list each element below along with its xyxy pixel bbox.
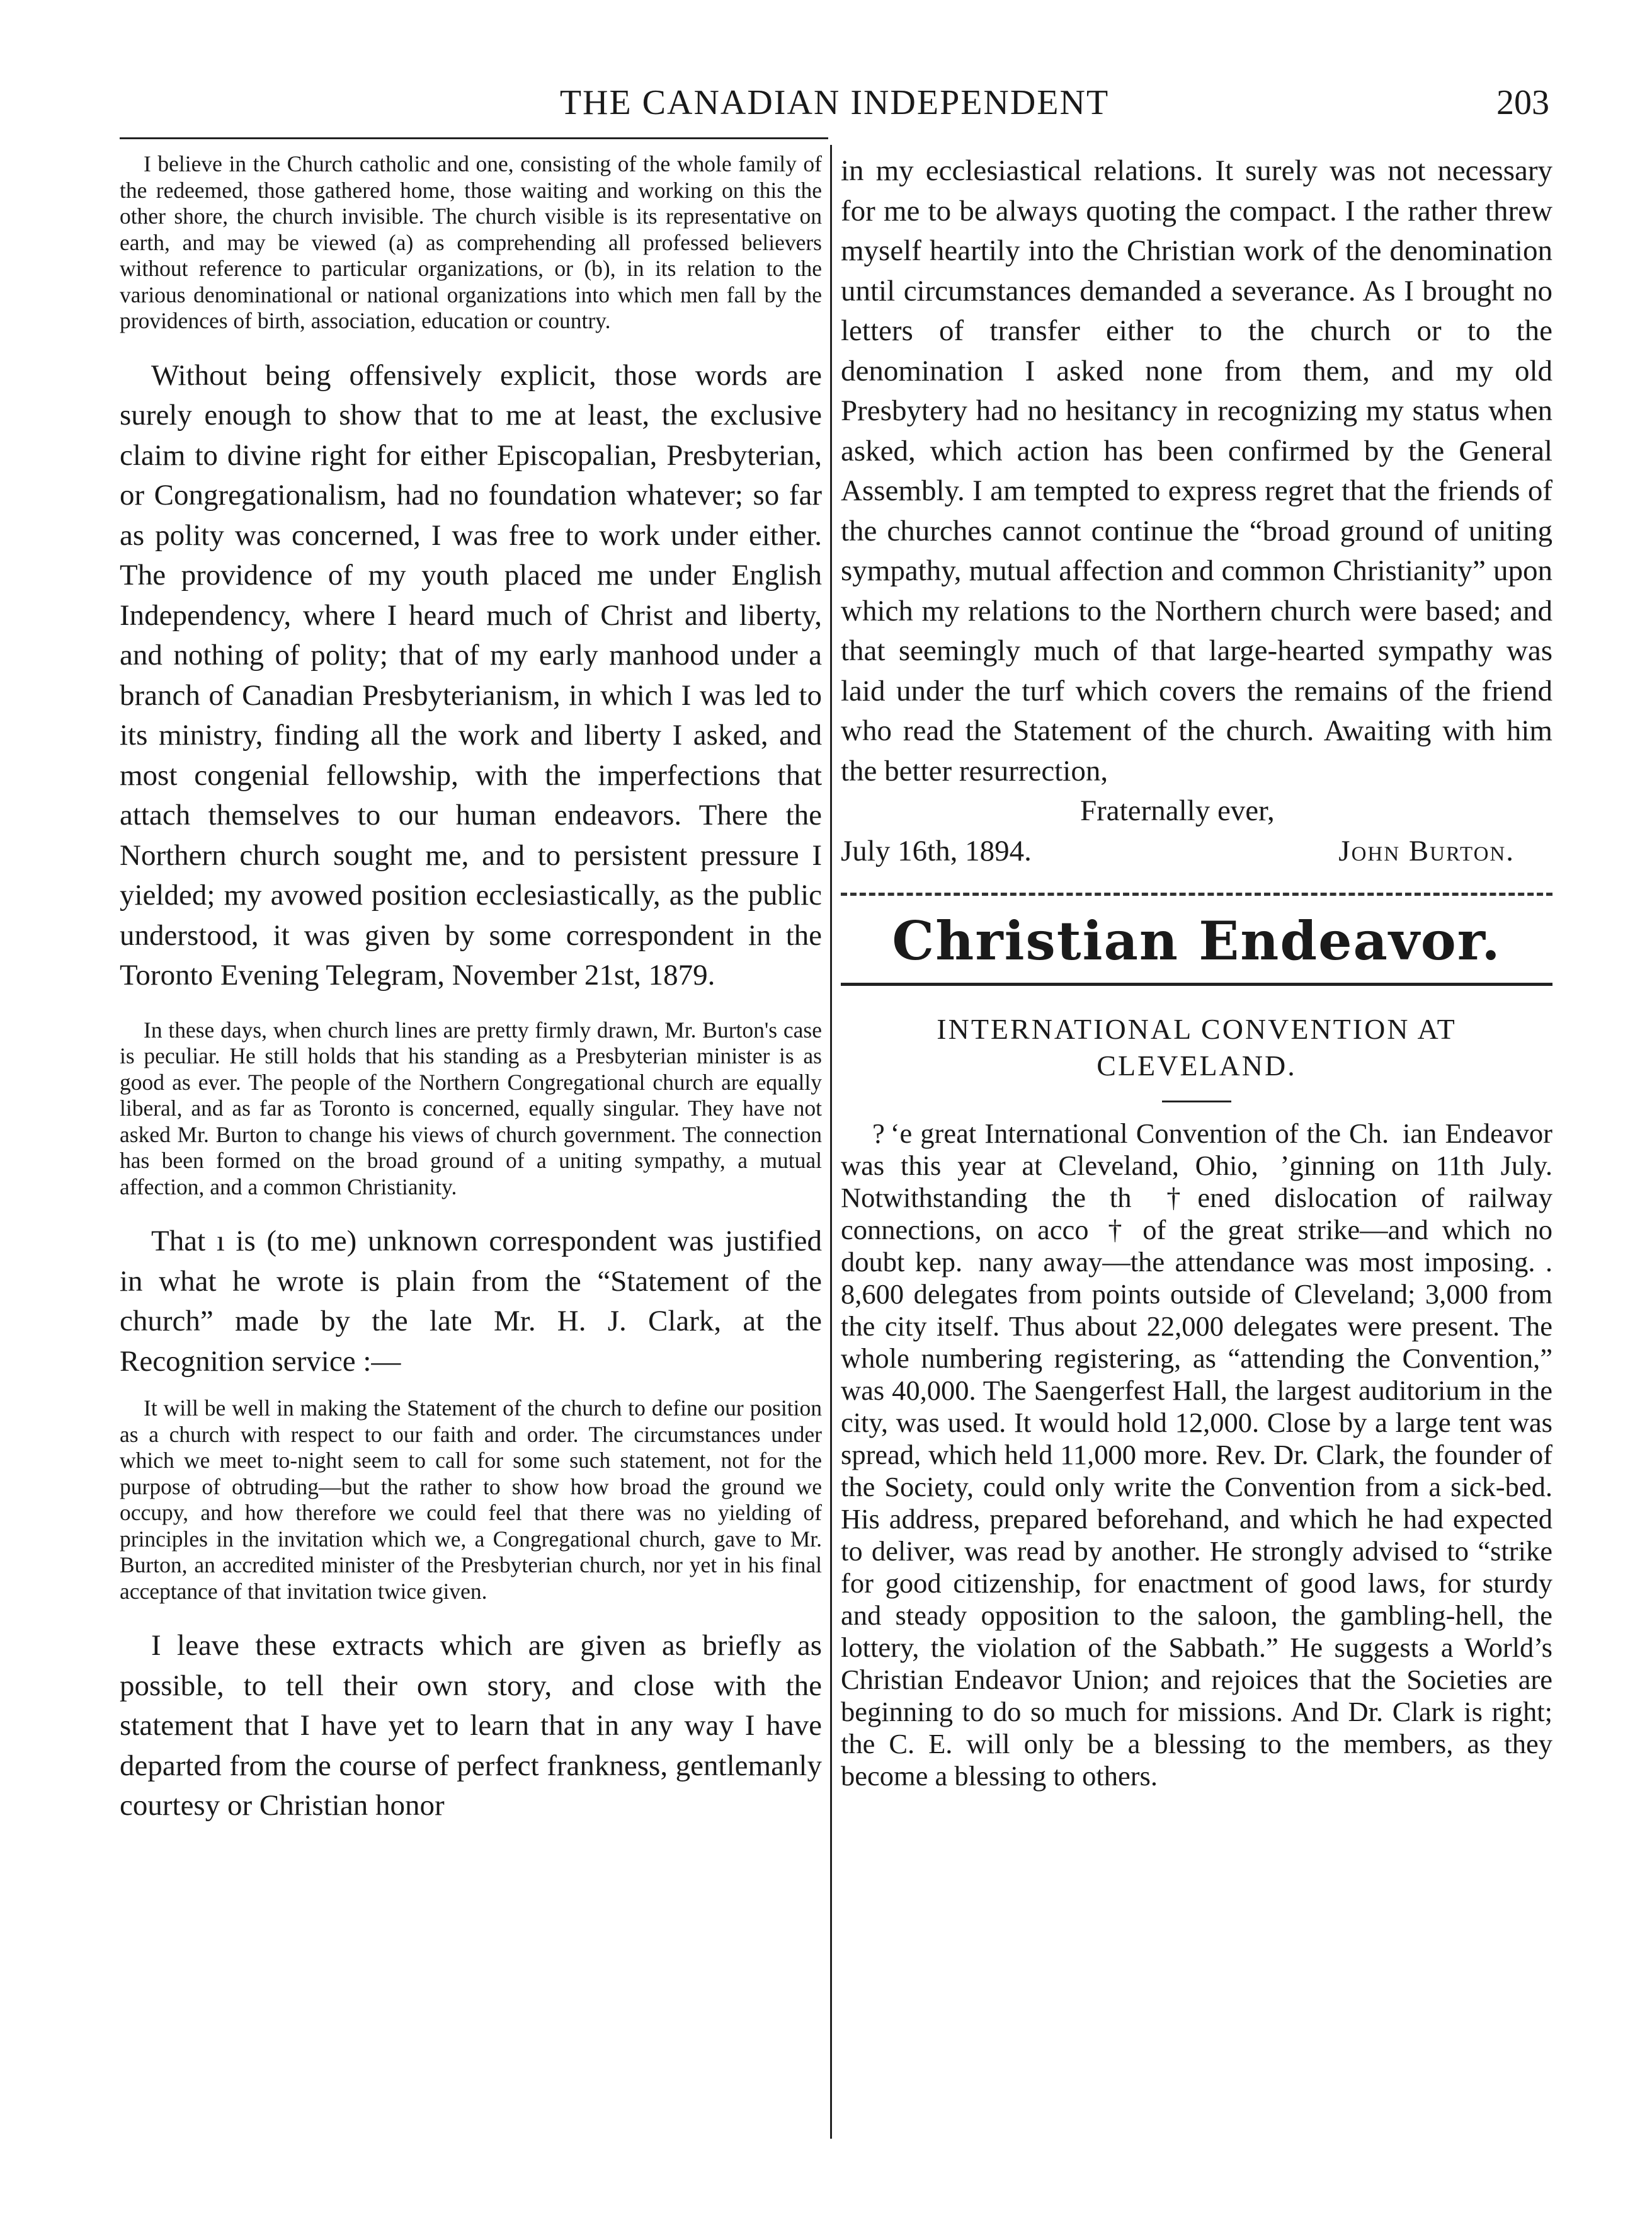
paragraph-continuation: in my ecclesiastical relations. It surely was not necessary for me to be always quoting the compact. I the rather threw myself heartily into the Christian work of the denomination until circumstances demanded a severance. As I brought no letters of transfer either to the church or to the denomination I asked none from them, and my old Presbytery had no hesitancy in recognizing my status when asked, which action has been confirmed by the General Assembly. I am tempted to express regret that the friends of the churches cannot continue the “broad ground of uniting sympathy, mutual affection and common Christianity” upon which my relations to the Northern church were based; and that seemingly much of that large-hearted sympathy was laid under the turf which covers the remains of the friend who read the Statement of the church. Awaiting with him the better resurrection, (841, 154, 1552, 787)
letter-author: John Burton. (1338, 834, 1515, 867)
page-header (120, 79, 1549, 135)
subheading-rule (1162, 1101, 1231, 1102)
letter-date: July 16th, 1894. (841, 834, 1032, 867)
column-divider (830, 145, 832, 2139)
paragraph-closing: I leave these extracts which are given as briefly as possible, to tell their own story, and close with the statement that I have yet to learn that in any way I have departed from the course of perfect frankness, gentlemanly courtesy or Christian honor (120, 1629, 822, 1822)
page-number: 203 (1496, 83, 1549, 122)
paragraph-correspondent: That ı is (to me) unknown correspondent was justified in what he wrote is plain from the “Statement of the church” made by the late Mr. H. J. Clark, at the Recognition service :— (120, 1225, 822, 1378)
section-title: Christian Endeavor. (892, 910, 1501, 972)
quoted-statement: It will be well in making the Statement of the church to define our position as a church with respect to our faith and order. The circumstances under which we meet to-night seem to call for some such statement, not for the purpose of obtruding—but the rather to show how broad the ground we occupy, and how therefore we could feel that there was no yielding of principles in the invitation which we, a Congregational church, gave to Mr. Burton, an accredited minister of the Presbyterian church, nor yet in his final acceptance of that invitation twice given. (120, 1395, 822, 1604)
paragraph-convention: ? ʻe great International Convention of the Ch. ian Endeavor was this year at Cleveland, Ohio, ʼginning on 11th July. Notwithstanding the th †ened dislocation of railway connections, on acco † of the great strike—and which no doubt kep. nany away—the attendance was most imposing. . 8,600 delegates from points outside of Cleveland; 3,000 from the city itself. Thus about 22,000 delegates were present. The whole numbering registering, as “attending the Convention,” was 40,000. The Saengerfest Hall, the largest auditorium in the city, was used. It would hold 12,000. Close by a large tent was spread, which held 11,000 more. Rev. Dr. Clark, the founder of the Society, could only write the Convention from a sick-bed. His address, prepared beforehand, and which he had expected to deliver, was read by another. He strongly advised to “strike for good citizenship, for enactment of good laws, for sturdy and steady opposition to the saloon, the gambling-hell, the lottery, the violation of the Sabbath.” He suggests a World’s Christian Endeavor Union; and rejoices that the Societies are beginning to do so much for missions. And Dr. Clark is right; the C. E. will only be a blessing to the members, as they become a blessing to others. (841, 1118, 1552, 1792)
closing-salutation: Fraternally ever, (1080, 794, 1275, 827)
header-rule (120, 137, 828, 139)
section-dashed-rule (841, 893, 1552, 896)
section-rule (841, 983, 1552, 986)
quoted-creed: I believe in the Church catholic and one, consisting of the whole family of the redeemed, those gathered home, those waiting and working on this the other shore, the church invisible. The church visible is its representative on earth, and may be viewed (a) as comprehending all professed believers without reference to particular organizations, or (b), in its relation to the various denominational or national organizations into which men fall by the providences of birth, association, education or country. (120, 151, 822, 333)
paragraph-polity: Without being offensively explicit, those words are surely enough to show that to me at least, the exclusive claim to divine right for either Episcopalian, Presbyterian, or Congregationalism, had no foundation whatever; so far as polity was concerned, I was free to work under either. The providence of my youth placed me under English Independency, where I heard much of Christ and liberty, and nothing of polity; that of my early manhood under a branch of Canadian Presbyterianism, in which I was led to its ministry, finding all the work and liberty I asked, and most congenial fellowship, with the imperfections that attach themselves to our human endeavors. There the Northern church sought me, and to persistent pressure I yielded; my avowed position ecclesiastically, as the public understood, it was given by some correspondent in the Toronto Evening Telegram, November 21st, 1879. (120, 358, 822, 992)
article-subheading: INTERNATIONAL CONVENTION AT CLEVELAND. (937, 1013, 1457, 1082)
running-title: THE CANADIAN INDEPENDENT (559, 83, 1110, 122)
closing-line (841, 791, 1552, 832)
signature-line (841, 832, 1552, 872)
left-column (120, 151, 822, 1826)
quoted-telegram: In these days, when church lines are pretty firmly drawn, Mr. Burton's case is peculiar. He still holds that his standing as a Presbyterian minister is as good as ever. The people of the Northern Congregational church are equally liberal, and as far as Toronto is concerned, equally singular. They have not asked Mr. Burton to change his views of church government. The connection has been formed on the broad ground of a uniting sympathy, a mutual affection, and a common Christianity. (120, 1017, 822, 1199)
right-column (841, 151, 1552, 1792)
